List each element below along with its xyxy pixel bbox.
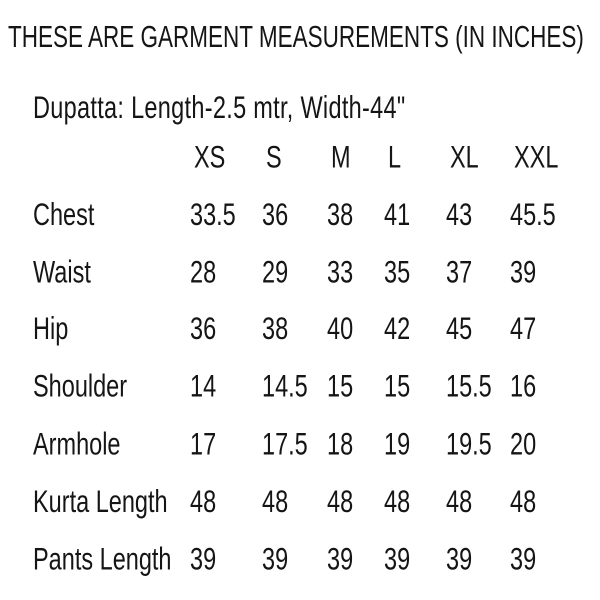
- column-header-xl: XL: [450, 139, 479, 175]
- row-label-armhole: Armhole: [33, 426, 121, 461]
- cell-value: 14: [190, 368, 217, 404]
- cell-value: 43: [446, 196, 473, 232]
- row-label-chest: Chest: [33, 196, 95, 232]
- cell-value: 48: [327, 483, 354, 519]
- row-label-pants-length: Pants Length: [33, 540, 172, 576]
- cell-value: 39: [510, 540, 537, 576]
- cell-value: 47: [510, 311, 537, 347]
- row-label-kurta-length: Kurta Length: [33, 483, 168, 519]
- cell-value: 39: [262, 540, 289, 576]
- cell-value: 39: [384, 540, 411, 576]
- cell-value: 48: [384, 483, 411, 519]
- cell-value: 36: [262, 196, 289, 232]
- cell-value: 45.5: [510, 196, 556, 232]
- cell-value: 39: [327, 540, 354, 576]
- column-header-l: L: [388, 139, 402, 175]
- row-label-shoulder: Shoulder: [33, 368, 128, 404]
- chart-title: THESE ARE GARMENT MEASUREMENTS (IN INCHES): [8, 20, 584, 54]
- column-header-xs: XS: [194, 139, 226, 175]
- cell-value: 33: [327, 254, 354, 289]
- cell-value: 14.5: [262, 368, 308, 404]
- cell-value: 38: [327, 196, 354, 232]
- cell-value: 36: [190, 311, 217, 347]
- dupatta-note: Dupatta: Length-2.5 mtr, Width-44": [33, 89, 406, 125]
- cell-value: 17: [190, 426, 217, 461]
- cell-value: 39: [190, 540, 217, 576]
- measurement-table: [33, 139, 600, 600]
- row-label-hip: Hip: [33, 311, 69, 347]
- column-header-xxl: XXL: [514, 139, 559, 175]
- row-label-waist: Waist: [33, 254, 91, 289]
- cell-value: 33.5: [190, 196, 236, 232]
- cell-value: 20: [510, 426, 537, 461]
- corner-cell: [33, 142, 190, 199]
- column-header-m: M: [331, 139, 351, 175]
- cell-value: 41: [384, 196, 411, 232]
- cell-value: 29: [262, 254, 289, 289]
- cell-value: 17.5: [262, 426, 308, 461]
- cell-value: 35: [384, 254, 411, 289]
- cell-value: 48: [446, 483, 473, 519]
- cell-value: 39: [510, 254, 537, 289]
- cell-value: 38: [262, 311, 289, 347]
- cell-value: 42: [384, 311, 411, 347]
- cell-value: 48: [262, 483, 289, 519]
- cell-value: 37: [446, 254, 473, 289]
- cell-value: 39: [446, 540, 473, 576]
- cell-value: 15.5: [446, 368, 492, 404]
- cell-value: 45: [446, 311, 473, 347]
- cell-value: 19.5: [446, 426, 492, 461]
- column-header-s: S: [266, 139, 282, 175]
- cell-value: 15: [384, 368, 411, 404]
- cell-value: 48: [190, 483, 217, 519]
- cell-value: 28: [190, 254, 217, 289]
- cell-value: 15: [327, 368, 354, 404]
- cell-value: 48: [510, 483, 537, 519]
- cell-value: 16: [510, 368, 537, 404]
- cell-value: 40: [327, 311, 354, 347]
- cell-value: 19: [384, 426, 411, 461]
- cell-value: 18: [327, 426, 354, 461]
